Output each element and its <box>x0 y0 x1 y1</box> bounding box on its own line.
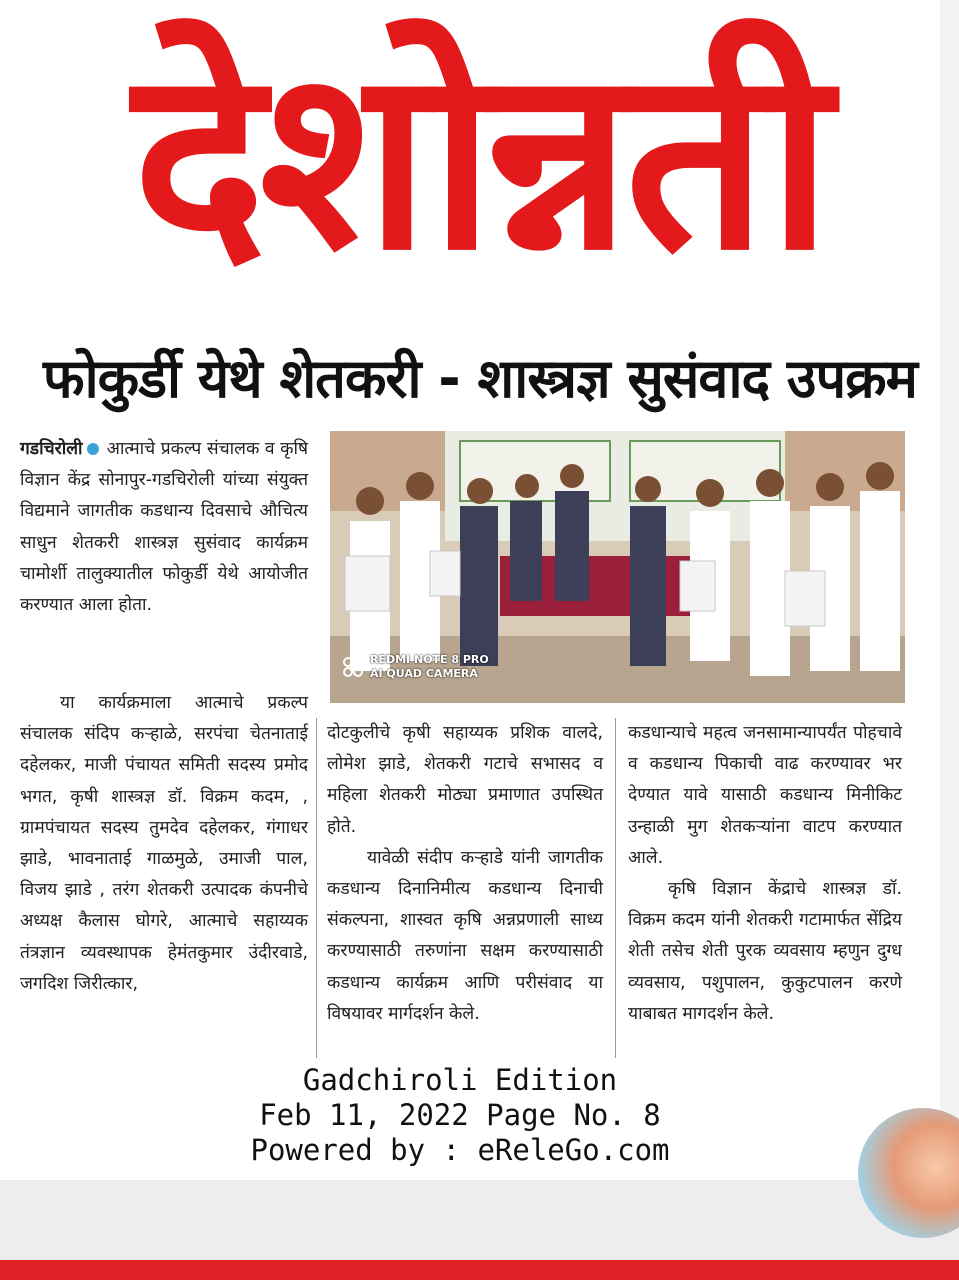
newspaper-masthead: देशोन्नती <box>132 14 827 305</box>
edition-date-page: Feb 11, 2022 Page No. 8 <box>259 1098 661 1132</box>
camera-lens-icon <box>342 656 364 678</box>
bottom-grey-band <box>0 1180 959 1260</box>
column-divider <box>316 718 317 1058</box>
article-column-3 <box>628 718 902 1030</box>
camera-watermark <box>342 653 489 681</box>
paragraph: यावेळी संदीप कऱ्हाडे यांनी जागतीक कडधान्य दिनानिमीत्य कडधान्य दिनाची संकल्पना, शास्वत कृषि अन्नप्रणाली साध्य करण्यासाठी तरुणांना सक्षम करण्यासाठी कडधान्य कार्यक्रम आणि परीसंवाद या विषयावर मार्गदर्शन केले. <box>327 847 603 1024</box>
dateline: गडचिरोली <box>20 439 83 459</box>
edition-name: Gadchiroli Edition <box>302 1063 618 1097</box>
camera-model: REDMI NOTE 8 PRO <box>370 653 489 666</box>
paragraph: कडधान्याचे महत्व जनसामान्यापर्यंत पोहचावे व कडधान्य पिकाची वाढ करण्यावर भर देण्यात यावे यासाठी कडधान्य मिनीकिट उन्हाळी मुग शेतकऱ्यांना वाटप करण्यात आले. <box>628 723 902 868</box>
article-column-1-top <box>20 434 308 621</box>
paragraph: दोटकुलीचे कृषी सहाय्यक प्रशिक वालदे, लोमेश झाडे, शेतकरी गटाचे सभासद व महिला शेतकरी मोठ्या प्रमाणात उपस्थित होते. <box>327 723 603 837</box>
powered-by-link[interactable]: Powered by : eReleGo.com <box>250 1133 670 1167</box>
dateline-dot-icon <box>87 443 99 455</box>
article-photo <box>330 431 905 703</box>
paragraph: आत्माचे प्रकल्प संचालक व कृषि विज्ञान केंद्र सोनापुर-गडचिरोली यांच्या संयुक्त विद्यमाने जागतीक कडधान्य दिवसाचे औचित्य साधुन शेतकरी शास्त्रज्ञ सुसंवाद कार्यक्रम चामोर्शी तालुक्यातील फोकुर्डी येथे आयोजीत करण्यात आला होता. <box>20 439 308 616</box>
paragraph: कृषि विज्ञान केंद्राचे शास्त्रज्ञ डॉ. विक्रम कदम यांनी शेतकरी गटामार्फत सेंद्रिय शेती तसेच शेती पुरक व्यवसाय म्हणुन दुग्ध व्यवसाय, पशुपालन, कुकुटपालन करणे याबाबत मागदर्शन केले. <box>628 879 902 1024</box>
column-divider <box>615 718 616 1058</box>
edition-footer <box>180 1063 740 1168</box>
paragraph: या कार्यक्रमाला आत्माचे प्रकल्प संचालक संदिप कऱ्हाळे, सरपंचा चेतनाताई दहेलकर, माजी पंचायत समिती सदस्य प्रमोद भगत, कृषी शास्त्रज्ञ डॉ. विक्रम कदम, , ग्रामपंचायत सदस्य तुमदेव दहेलकर, गंगाधर झाडे, भावनाताई गाळमुळे, उमाजी पाल, विजय झाडे , तरंग शेतकरी उत्पादक कंपनीचे अध्यक्ष कैलास घोगरे, आत्माचे सहाय्यक तंत्रज्ञान व्यवस्थापक हेमंतकुमार उंदीरवाडे, जगदिश जिरीत्कार, <box>20 693 308 994</box>
camera-feature: AI QUAD CAMERA <box>370 667 478 680</box>
article-headline: फोकुर्डी येथे शेतकरी - शास्त्रज्ञ सुसंवाद उपक्रम <box>43 347 917 410</box>
article-column-1-bottom <box>20 688 308 1000</box>
article-column-2 <box>327 718 603 1030</box>
bottom-red-band <box>0 1260 959 1280</box>
